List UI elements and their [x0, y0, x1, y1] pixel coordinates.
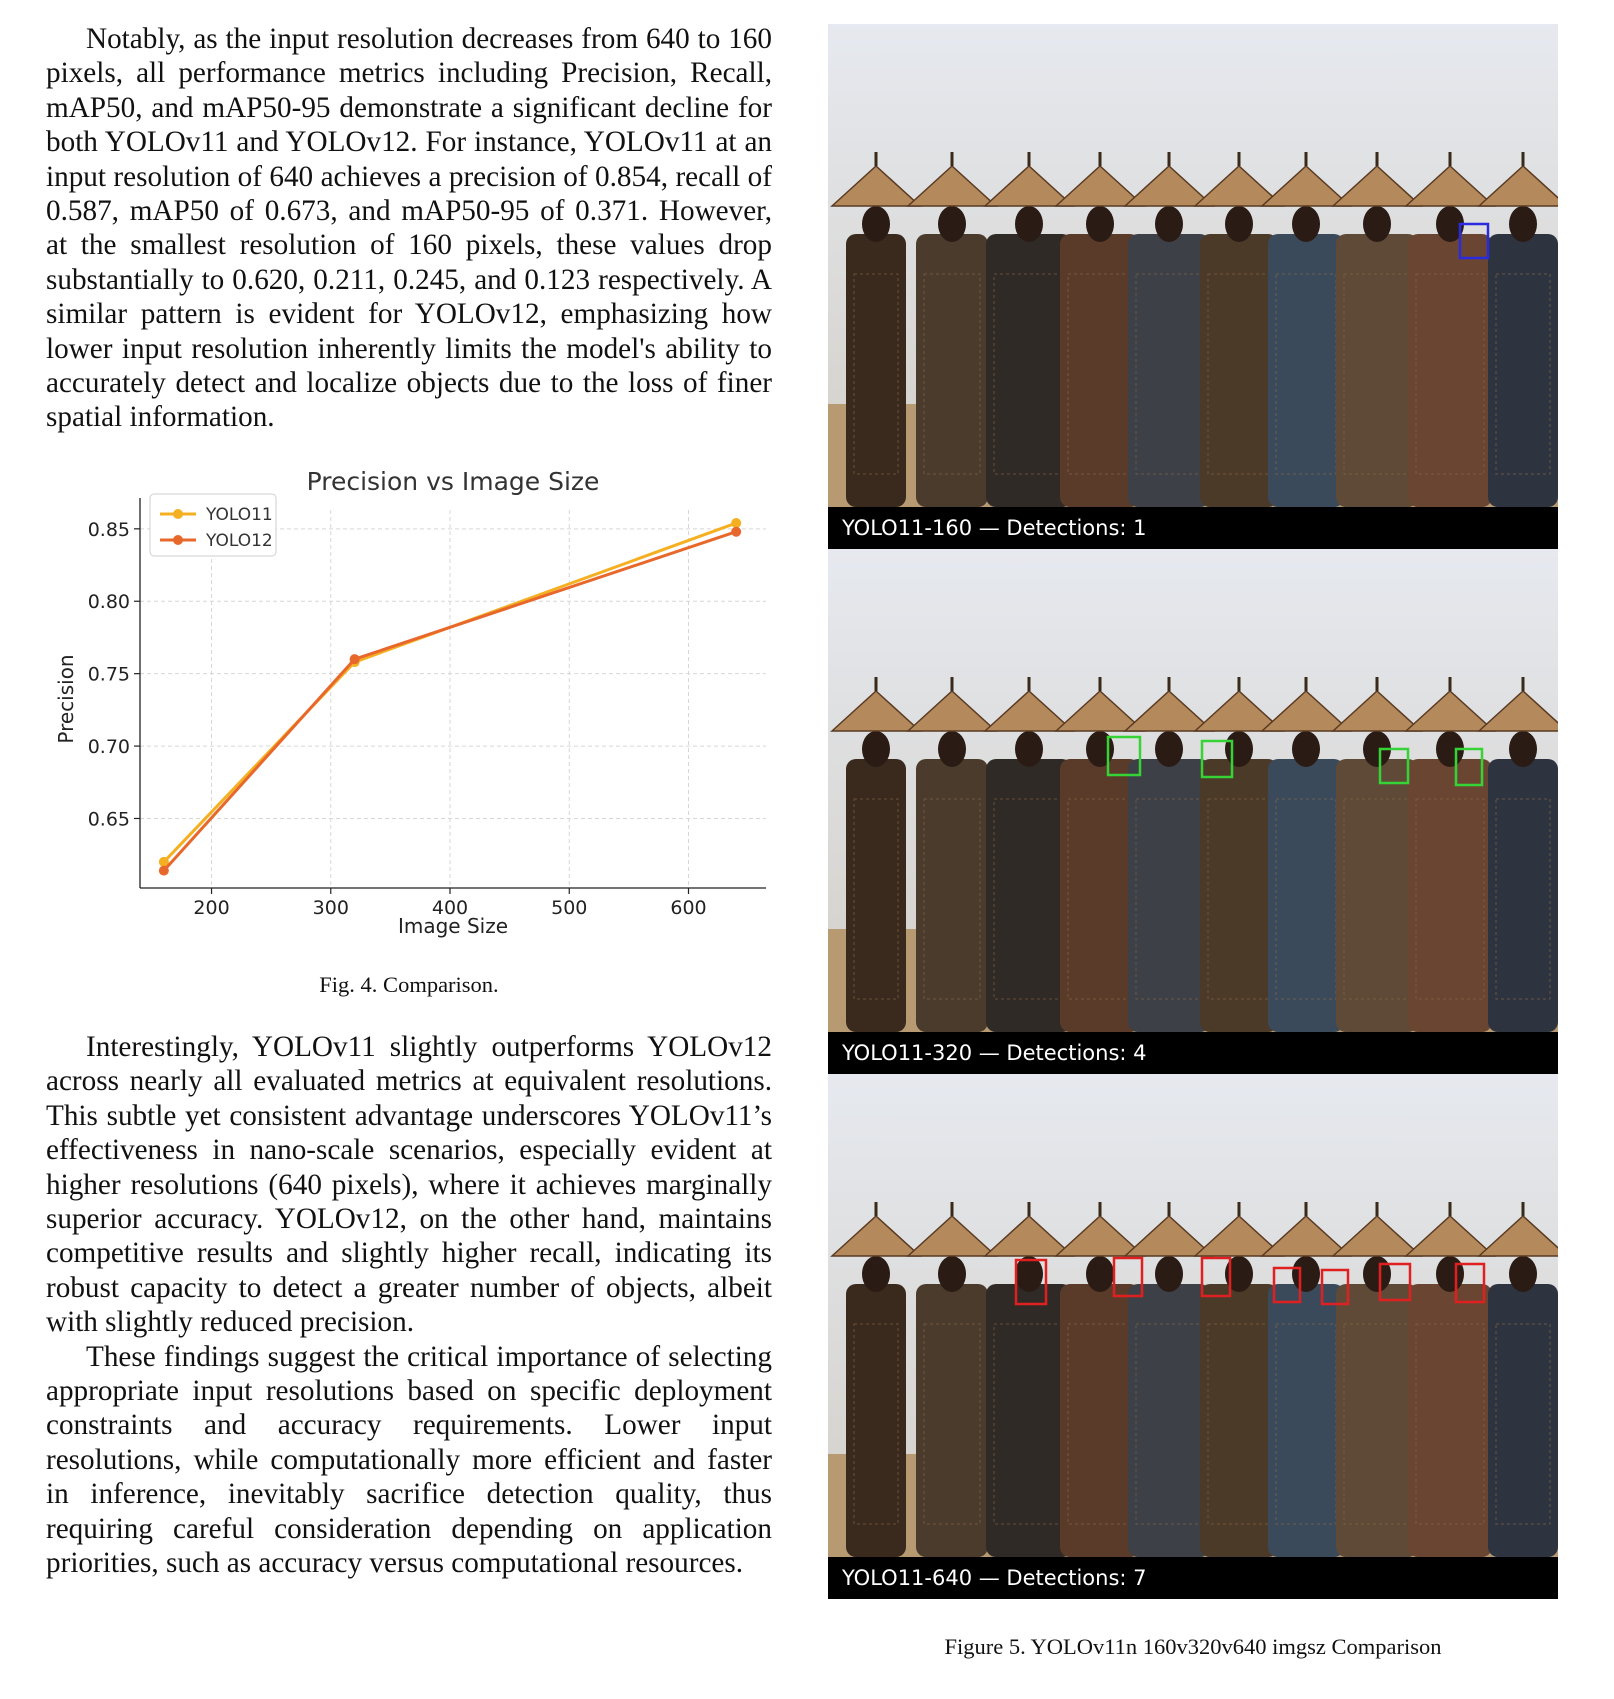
x-tick-label: 200 [193, 897, 230, 919]
x-tick-label: 600 [670, 897, 707, 919]
y-tick-label: 0.85 [87, 518, 130, 541]
precision-chart [46, 470, 776, 950]
person-head [1292, 206, 1320, 242]
robe-pattern [1136, 1324, 1202, 1524]
person-head [1292, 731, 1320, 767]
crowd-photo [828, 549, 1558, 1032]
precision-chart-svg [46, 470, 776, 950]
person-head [1155, 206, 1183, 242]
person-head [1015, 1256, 1043, 1292]
person-head [1155, 1256, 1183, 1292]
robe-pattern [924, 274, 980, 474]
y-tick-label: 0.80 [87, 591, 130, 614]
robe-pattern [1416, 799, 1484, 999]
text-column-top [46, 22, 772, 435]
data-point [159, 866, 169, 876]
y-tick-label: 0.75 [87, 663, 130, 686]
person-head [1086, 1256, 1114, 1292]
robe-pattern [924, 1324, 980, 1524]
robe-pattern [1136, 799, 1202, 999]
figure5-panels [828, 24, 1558, 1599]
robe-pattern [1496, 1324, 1550, 1524]
robe-pattern [1344, 274, 1410, 474]
person-head [1155, 731, 1183, 767]
person-head [1509, 731, 1537, 767]
robe-pattern [994, 1324, 1064, 1524]
detection-panel-640 [828, 1074, 1558, 1599]
robe-pattern [1068, 274, 1132, 474]
x-tick-label: 300 [312, 897, 349, 919]
person-head [938, 206, 966, 242]
paragraph-notably: Notably, as the input resolution decreases from 640 to 160 pixels, all performance metrics including Precision, Recall, mAP50, and mAP50-95 demonstrate a significant decline for both YOLOv11 and YOLOv12. For instance, YOLOv11 at an input resolution of 640 achieves a precision of 0.854, recall of 0.587, mAP50 of 0.673, and mAP50-95 of 0.371. However, at the smallest resolution of 160 pixels, these values drop substantially to 0.620, 0.211, 0.245, and 0.123 respectively. A similar pattern is evident for YOLOv12, emphasizing how lower input resolution inherently limits the model's ability to accurately detect and localize objects due to the loss of finer spatial information. [46, 23, 772, 434]
person-head [1086, 206, 1114, 242]
person-head [1509, 206, 1537, 242]
robe-pattern [924, 799, 980, 999]
robe-pattern [1208, 274, 1270, 474]
robe-pattern [1208, 799, 1270, 999]
robe-pattern [1344, 1324, 1410, 1524]
figure4-caption: Fig. 4. Comparison. [319, 972, 499, 997]
person-head [1292, 1256, 1320, 1292]
legend-marker [173, 535, 183, 545]
robe-pattern [1276, 1324, 1336, 1524]
crowd-photo [828, 1074, 1558, 1557]
person-head [862, 731, 890, 767]
person-head [1363, 206, 1391, 242]
chart-legend [150, 494, 276, 556]
text-column-bottom [46, 1030, 772, 1581]
robe-pattern [854, 274, 898, 474]
panel-label: YOLO11-320 — Detections: 4 [828, 1032, 1558, 1074]
detection-panel-160 [828, 24, 1558, 549]
person-head [862, 1256, 890, 1292]
y-tick-label: 0.70 [87, 736, 130, 759]
y-tick-label: 0.65 [87, 808, 130, 831]
robe-pattern [1344, 799, 1410, 999]
person-head [862, 206, 890, 242]
person-head [938, 731, 966, 767]
robe-pattern [1416, 1324, 1484, 1524]
legend-label: YOLO11 [206, 505, 273, 525]
robe-pattern [1068, 799, 1132, 999]
person-head [1225, 731, 1253, 767]
person-head [1015, 206, 1043, 242]
chart-title: Precision vs Image Size [306, 470, 600, 496]
person-head [1436, 1256, 1464, 1292]
paragraph-findings: These findings suggest the critical importance of selecting appropriate input resolutions based on specific deployment constraints and accuracy requirements. Lower input resolutions, while computationally more efficient and faster in inference, inevitably sacrifice detection quality, thus requiring careful consideration depending on application priorities, such as accuracy versus computational resources. [46, 1340, 772, 1580]
robe-pattern [1136, 274, 1202, 474]
panel-label: YOLO11-160 — Detections: 1 [828, 507, 1558, 549]
person-head [1363, 1256, 1391, 1292]
robe-pattern [1416, 274, 1484, 474]
panel-label: YOLO11-640 — Detections: 7 [828, 1557, 1558, 1599]
data-point [350, 654, 360, 664]
robe-pattern [994, 274, 1064, 474]
paragraph-interestingly: Interestingly, YOLOv11 slightly outperforms YOLOv12 across nearly all evaluated metrics at equivalent resolutions. This subtle yet consistent advantage underscores YOLOv11’s effectiveness in nano-scale scenarios, especially evident at higher resolutions (640 pixels), where it achieves marginally superior accuracy. YOLOv12, on the other hand, maintains competitive results and slightly higher recall, indicating its robust capacity to detect a greater number of objects, albeit with slightly reduced precision. [46, 1031, 772, 1339]
person-head [1015, 731, 1043, 767]
robe-pattern [1496, 799, 1550, 999]
robe-pattern [1276, 799, 1336, 999]
robe-pattern [854, 799, 898, 999]
person-head [938, 1256, 966, 1292]
legend-label: YOLO12 [206, 531, 273, 551]
legend-marker [173, 509, 183, 519]
robe-pattern [1068, 1324, 1132, 1524]
data-point [731, 527, 741, 537]
robe-pattern [1276, 274, 1336, 474]
person-head [1509, 1256, 1537, 1292]
robe-pattern [1208, 1324, 1270, 1524]
robe-pattern [854, 1324, 898, 1524]
figure5-caption: Figure 5. YOLOv11n 160v320v640 imgsz Comparison [944, 1634, 1442, 1659]
detection-panel-320 [828, 549, 1558, 1074]
x-axis-label: Image Size [397, 914, 509, 938]
crowd-photo [828, 24, 1558, 507]
person-head [1225, 206, 1253, 242]
x-tick-label: 400 [431, 897, 469, 919]
robe-pattern [1496, 274, 1550, 474]
chart-grid [140, 510, 766, 888]
y-axis-label: Precision [54, 654, 78, 744]
x-tick-label: 500 [551, 897, 588, 919]
data-point [731, 518, 741, 528]
robe-pattern [994, 799, 1064, 999]
